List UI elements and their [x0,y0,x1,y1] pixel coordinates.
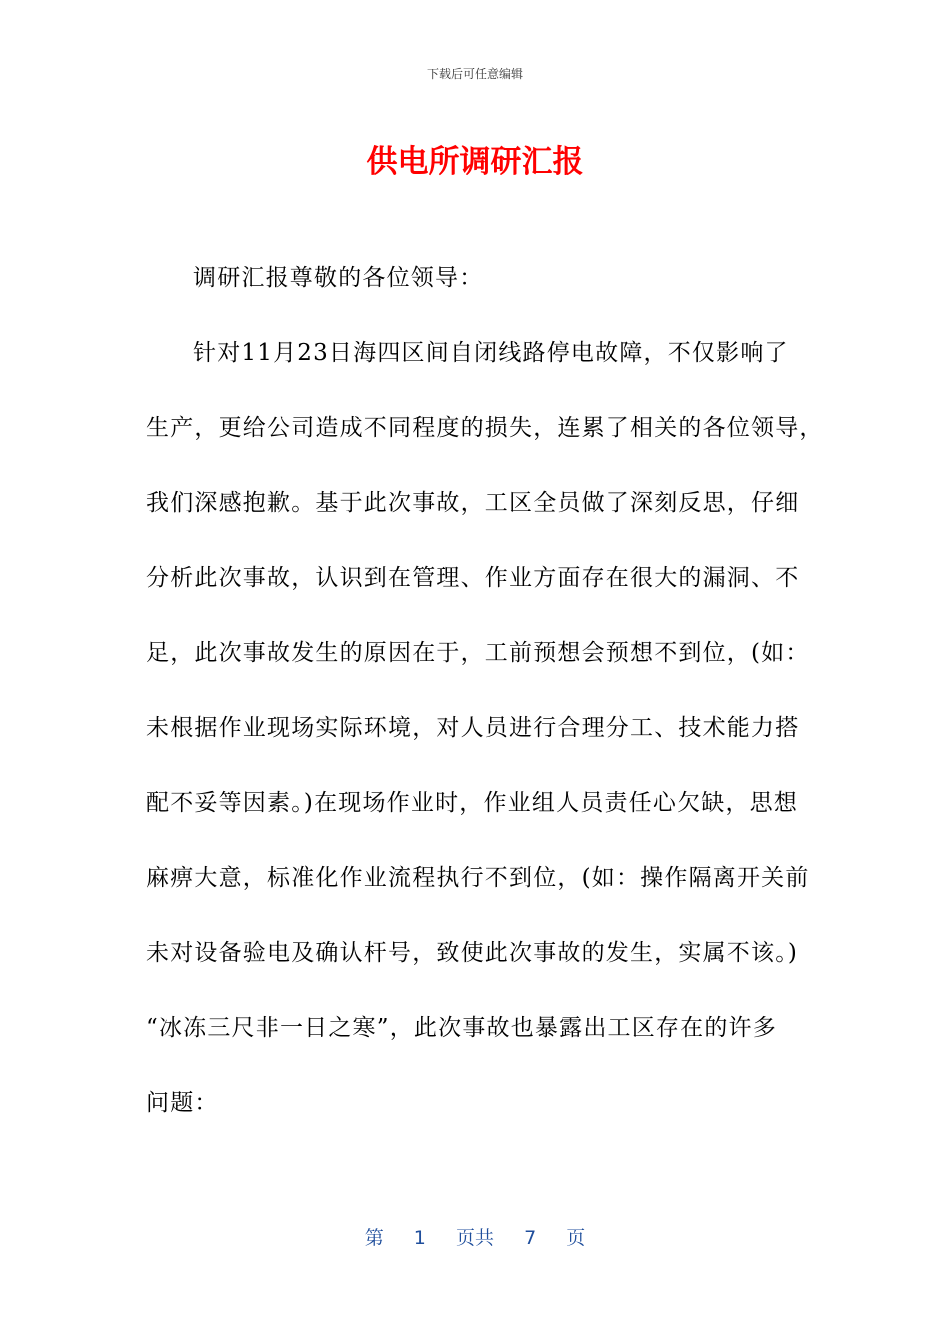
body-line: 配不妥等因素。)在现场作业时，作业组人员责任心欠缺，思想 [146,790,799,816]
body-line-salutation: 调研汇报尊敬的各位领导： [193,265,484,291]
body-line: 足，此次事故发生的原因在于，工前预想会预想不到位，(如： [146,640,810,666]
body-line: 未根据作业现场实际环境，对人员进行合理分工、技术能力搭 [146,715,800,741]
footer-suffix: 页 [566,1227,586,1249]
body-line: 分析此次事故，认识到在管理、作业方面存在很大的漏洞、不 [146,565,800,591]
footer-current-page: 1 [413,1227,426,1249]
body-line: 未对设备验电及确认杆号，致使此次事故的发生，实属不该。) [146,940,799,966]
page-footer [0,1225,950,1251]
footer-total-pages: 7 [524,1227,537,1249]
body-line: “冰冻三尺非一日之寒”，此次事故也暴露出工区存在的许多 [146,1015,777,1041]
document-body [146,262,824,1162]
page-header-note: 下载后可任意编辑 [426,67,523,81]
footer-mid: 页共 [455,1227,494,1249]
footer-prefix: 第 [364,1227,384,1249]
body-line: 问题： [146,1090,219,1116]
body-line: 针对11月23日海四区间自闭线路停电故障，不仅影响了 [193,340,789,366]
document-title: 供电所调研汇报 [366,144,584,180]
body-line: 生产，更给公司造成不同程度的损失，连累了相关的各位领导， [146,415,824,441]
body-line: 我们深感抱歉。基于此次事故，工区全员做了深刻反思，仔细 [146,490,800,516]
body-line: 麻痹大意，标准化作业流程执行不到位，(如：操作隔离开关前 [146,865,810,891]
